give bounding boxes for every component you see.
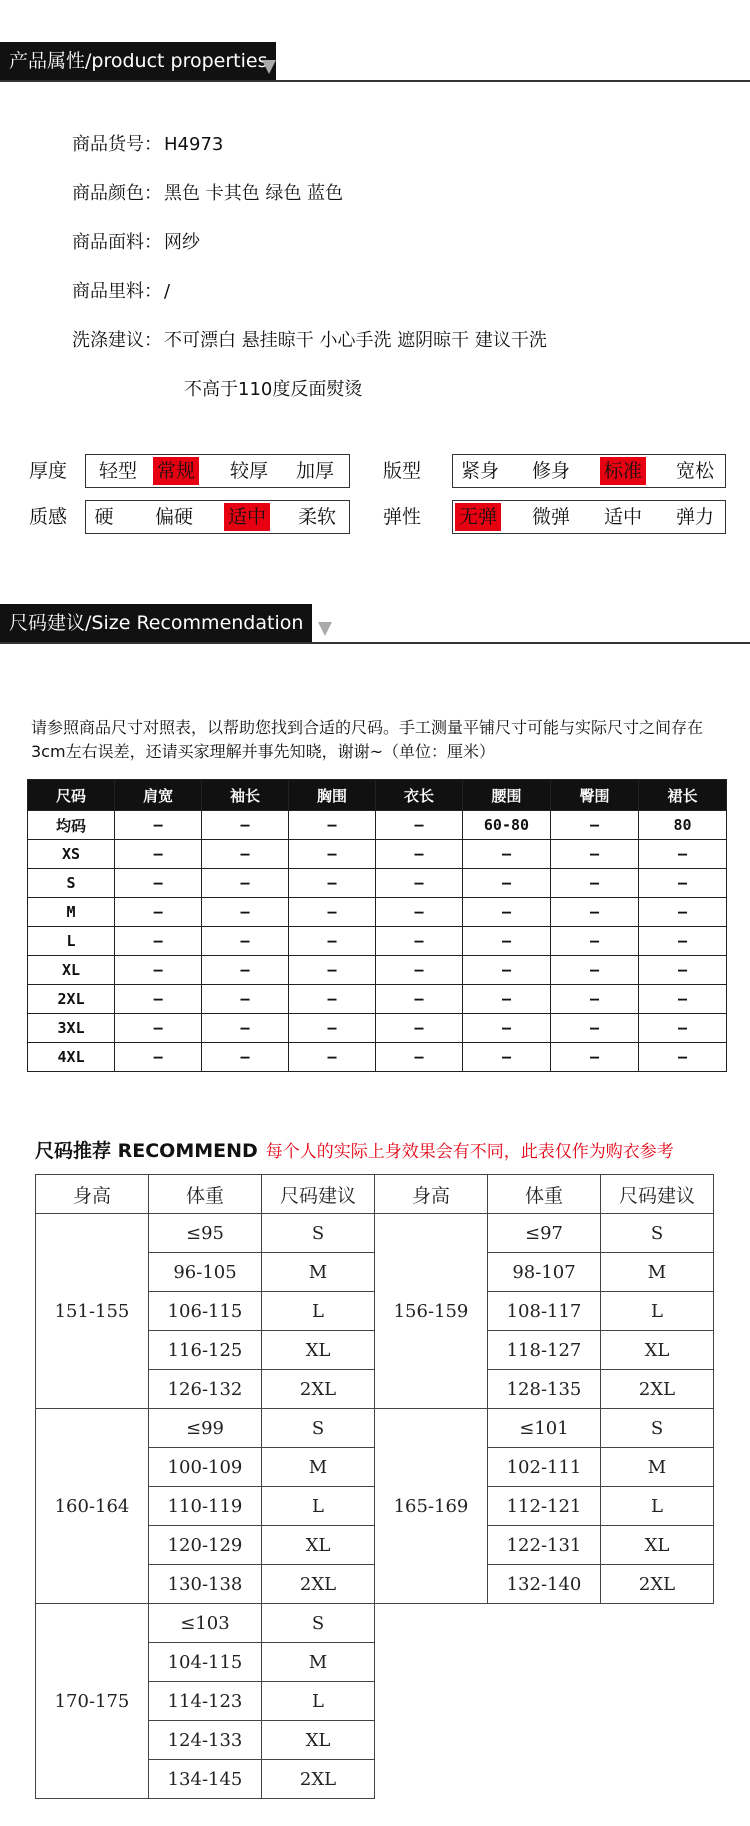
size-value-cell: — <box>375 898 462 927</box>
attr-option: 弹力 <box>675 506 714 528</box>
height-range-cell: 170-175 <box>36 1604 149 1799</box>
weight-cell: 100-109 <box>149 1448 262 1487</box>
size-value-cell: 60-80 <box>462 811 550 840</box>
size-label-cell: 2XL <box>28 985 115 1014</box>
attr-option-selected: 常规 <box>153 457 199 485</box>
property-value: / <box>164 281 171 302</box>
size-value-cell: — <box>551 811 639 840</box>
recommend-header-cell: 身高 <box>36 1175 149 1214</box>
weight-cell: 102-111 <box>488 1448 601 1487</box>
size-value-cell: — <box>202 985 289 1014</box>
size-value-cell: — <box>551 956 639 985</box>
section-title: 产品属性/product properties <box>0 42 276 80</box>
size-suggestion-cell: XL <box>262 1721 375 1760</box>
size-value-cell: — <box>375 956 462 985</box>
divider <box>0 642 750 644</box>
size-label-cell: S <box>28 869 115 898</box>
size-suggestion-cell: XL <box>262 1331 375 1370</box>
weight-cell: 114-123 <box>149 1682 262 1721</box>
attr-box-elasticity <box>452 500 726 534</box>
size-value-cell: — <box>202 1043 289 1072</box>
size-table-header: 袖长 <box>202 780 289 811</box>
weight-cell: 126-132 <box>149 1370 262 1409</box>
size-table-header: 腰围 <box>462 780 550 811</box>
size-note: 请参照商品尺寸对照表，以帮助您找到合适的尺码。手工测量平铺尺寸可能与实际尺寸之间存在3cm左右误差，还请买家理解并事先知晓，谢谢~（单位：厘米） <box>31 718 704 761</box>
property-row <box>72 279 170 305</box>
attr-option: 柔软 <box>297 506 336 528</box>
attr-box-thickness <box>85 454 350 488</box>
size-suggestion-cell: 2XL <box>601 1370 714 1409</box>
size-suggestion-cell: S <box>262 1604 375 1643</box>
attr-option: 修身 <box>531 460 570 482</box>
recommend-row <box>36 1604 714 1643</box>
size-suggestion-cell: M <box>262 1448 375 1487</box>
size-table-row <box>28 811 727 840</box>
weight-cell: 130-138 <box>149 1565 262 1604</box>
size-value-cell: — <box>202 927 289 956</box>
attr-label-elasticity: 弹性 <box>382 506 421 528</box>
size-suggestion-cell: L <box>262 1292 375 1331</box>
size-value-cell: — <box>202 898 289 927</box>
size-value-cell: — <box>375 840 462 869</box>
weight-cell: 106-115 <box>149 1292 262 1331</box>
size-table-header: 尺码 <box>28 780 115 811</box>
size-value-cell: — <box>115 869 202 898</box>
size-value-cell: — <box>638 985 726 1014</box>
weight-cell: 122-131 <box>488 1526 601 1565</box>
size-value-cell: — <box>462 1014 550 1043</box>
property-row <box>72 132 223 158</box>
property-key: 商品里料： <box>72 281 162 302</box>
size-label-cell: 3XL <box>28 1014 115 1043</box>
size-suggestion-cell: XL <box>601 1526 714 1565</box>
size-value-cell: — <box>289 840 376 869</box>
size-value-cell: — <box>462 840 550 869</box>
attr-option: 轻型 <box>98 460 137 482</box>
property-key: 商品货号： <box>72 134 162 155</box>
property-row <box>72 181 343 207</box>
attr-option: 偏硬 <box>154 506 193 528</box>
size-value-cell: — <box>638 1043 726 1072</box>
size-table <box>27 779 727 1072</box>
weight-cell: 132-140 <box>488 1565 601 1604</box>
height-range-cell: 151-155 <box>36 1214 149 1409</box>
size-table-row <box>28 985 727 1014</box>
recommend-subtitle: 每个人的实际上身效果会有不同，此表仅作为购衣参考 <box>265 1142 674 1162</box>
size-suggestion-cell: 2XL <box>262 1565 375 1604</box>
attr-option: 微弹 <box>531 506 570 528</box>
property-key: 洗涤建议： <box>72 330 162 351</box>
recommend-row <box>36 1409 714 1448</box>
empty-cell <box>601 1604 714 1799</box>
size-label-cell: XL <box>28 956 115 985</box>
section-header-properties <box>0 42 750 82</box>
size-label-cell: XS <box>28 840 115 869</box>
property-value: 网纱 <box>164 232 200 253</box>
property-key: 商品面料： <box>72 232 162 253</box>
attr-option: 较厚 <box>229 460 268 482</box>
size-value-cell: — <box>638 956 726 985</box>
attr-option: 宽松 <box>675 460 714 482</box>
attr-label-thickness: 厚度 <box>28 460 67 482</box>
size-suggestion-cell: XL <box>601 1331 714 1370</box>
size-value-cell: — <box>638 898 726 927</box>
size-value-cell: — <box>638 927 726 956</box>
recommend-header-cell: 体重 <box>488 1175 601 1214</box>
weight-cell: 120-129 <box>149 1526 262 1565</box>
size-value-cell: — <box>289 956 376 985</box>
weight-cell: 124-133 <box>149 1721 262 1760</box>
property-value: 不可漂白 悬挂晾干 小心手洗 遮阴晾干 建议干洗 <box>164 330 547 351</box>
size-table-row <box>28 1014 727 1043</box>
size-value-cell: — <box>551 1043 639 1072</box>
attr-option-selected: 适中 <box>224 503 270 531</box>
size-suggestion-cell: M <box>601 1448 714 1487</box>
size-value-cell: — <box>638 1014 726 1043</box>
recommend-header-cell: 身高 <box>375 1175 488 1214</box>
weight-cell: ≤103 <box>149 1604 262 1643</box>
size-table-header: 裙长 <box>638 780 726 811</box>
size-value-cell: — <box>375 1043 462 1072</box>
size-suggestion-cell: S <box>262 1214 375 1253</box>
size-value-cell: — <box>289 985 376 1014</box>
size-value-cell: — <box>551 840 639 869</box>
header-triangle-icon <box>318 622 332 636</box>
property-row <box>72 230 200 256</box>
size-value-cell: — <box>551 869 639 898</box>
attr-option-selected: 标准 <box>600 457 646 485</box>
size-table-row <box>28 927 727 956</box>
recommend-header-row <box>36 1175 714 1214</box>
height-range-cell: 160-164 <box>36 1409 149 1604</box>
size-suggestion-cell: XL <box>262 1526 375 1565</box>
size-suggestion-cell: 2XL <box>601 1565 714 1604</box>
size-suggestion-cell: L <box>262 1682 375 1721</box>
attr-option: 适中 <box>603 506 642 528</box>
size-suggestion-cell: L <box>601 1292 714 1331</box>
size-suggestion-cell: S <box>262 1409 375 1448</box>
size-value-cell: — <box>289 869 376 898</box>
weight-cell: 96-105 <box>149 1253 262 1292</box>
size-value-cell: — <box>115 1014 202 1043</box>
size-table-row <box>28 869 727 898</box>
size-value-cell: — <box>551 1014 639 1043</box>
height-range-cell: 156-159 <box>375 1214 488 1409</box>
weight-cell: ≤95 <box>149 1214 262 1253</box>
size-value-cell: — <box>115 811 202 840</box>
size-table-row <box>28 956 727 985</box>
size-value-cell: — <box>462 956 550 985</box>
size-label-cell: L <box>28 927 115 956</box>
recommend-row <box>36 1214 714 1253</box>
empty-cell <box>488 1604 601 1799</box>
size-suggestion-cell: L <box>262 1487 375 1526</box>
height-range-cell: 165-169 <box>375 1409 488 1604</box>
size-suggestion-cell: L <box>601 1487 714 1526</box>
size-table-row <box>28 1043 727 1072</box>
property-key: 商品颜色： <box>72 183 162 204</box>
size-suggestion-cell: M <box>601 1253 714 1292</box>
attr-option: 紧身 <box>460 460 499 482</box>
size-value-cell: — <box>638 840 726 869</box>
size-suggestion-cell: S <box>601 1409 714 1448</box>
attr-option: 硬 <box>94 506 114 528</box>
weight-cell: 128-135 <box>488 1370 601 1409</box>
size-value-cell: — <box>551 898 639 927</box>
property-value: 不高于110度反面熨烫 <box>184 379 363 400</box>
attr-label-texture: 质感 <box>28 506 67 528</box>
size-value-cell: — <box>375 811 462 840</box>
size-value-cell: — <box>289 811 376 840</box>
size-value-cell: — <box>638 869 726 898</box>
size-value-cell: — <box>375 869 462 898</box>
attr-option: 加厚 <box>295 460 334 482</box>
recommend-table <box>35 1174 714 1799</box>
recommend-title-row <box>35 1136 674 1163</box>
size-table-row <box>28 898 727 927</box>
size-value-cell: — <box>289 1043 376 1072</box>
weight-cell: ≤97 <box>488 1214 601 1253</box>
size-value-cell: — <box>462 898 550 927</box>
size-value-cell: — <box>115 898 202 927</box>
property-row <box>182 377 362 403</box>
size-suggestion-cell: 2XL <box>262 1370 375 1409</box>
recommend-header-cell: 尺码建议 <box>262 1175 375 1214</box>
weight-cell: ≤101 <box>488 1409 601 1448</box>
size-label-cell: 4XL <box>28 1043 115 1072</box>
property-row <box>72 328 547 354</box>
recommend-header-cell: 体重 <box>149 1175 262 1214</box>
empty-cell <box>375 1604 488 1799</box>
size-suggestion-cell: M <box>262 1643 375 1682</box>
size-value-cell: — <box>289 927 376 956</box>
weight-cell: 110-119 <box>149 1487 262 1526</box>
size-value-cell: — <box>115 985 202 1014</box>
weight-cell: 104-115 <box>149 1643 262 1682</box>
size-suggestion-cell: S <box>601 1214 714 1253</box>
size-value-cell: — <box>202 811 289 840</box>
attr-box-fit <box>452 454 726 488</box>
weight-cell: 118-127 <box>488 1331 601 1370</box>
weight-cell: 112-121 <box>488 1487 601 1526</box>
size-value-cell: — <box>115 927 202 956</box>
size-value-cell: — <box>462 985 550 1014</box>
size-table-row <box>28 840 727 869</box>
size-value-cell: — <box>375 927 462 956</box>
size-suggestion-cell: M <box>262 1253 375 1292</box>
size-suggestion-cell: 2XL <box>262 1760 375 1799</box>
size-value-cell: — <box>115 840 202 869</box>
weight-cell: 134-145 <box>149 1760 262 1799</box>
size-table-header: 胸围 <box>289 780 376 811</box>
size-value-cell: — <box>202 869 289 898</box>
attr-label-fit: 版型 <box>382 460 421 482</box>
recommend-title: 尺码推荐 RECOMMEND <box>35 1140 258 1162</box>
size-value-cell: — <box>202 1014 289 1043</box>
size-value-cell: — <box>202 840 289 869</box>
header-triangle-icon <box>262 60 276 74</box>
size-label-cell: 均码 <box>28 811 115 840</box>
size-value-cell: — <box>462 1043 550 1072</box>
weight-cell: 116-125 <box>149 1331 262 1370</box>
size-value-cell: 80 <box>638 811 726 840</box>
section-title: 尺码建议/Size Recommendation <box>0 604 312 642</box>
attr-option-selected: 无弹 <box>455 503 501 531</box>
size-value-cell: — <box>551 985 639 1014</box>
size-table-header: 衣长 <box>375 780 462 811</box>
size-table-header: 肩宽 <box>115 780 202 811</box>
attr-box-texture <box>85 500 350 534</box>
size-value-cell: — <box>202 956 289 985</box>
property-value: H4973 <box>164 134 224 155</box>
size-value-cell: — <box>462 869 550 898</box>
weight-cell: 108-117 <box>488 1292 601 1331</box>
size-value-cell: — <box>115 956 202 985</box>
section-header-size <box>0 604 750 644</box>
size-value-cell: — <box>375 1014 462 1043</box>
weight-cell: 98-107 <box>488 1253 601 1292</box>
recommend-header-cell: 尺码建议 <box>601 1175 714 1214</box>
size-value-cell: — <box>375 985 462 1014</box>
size-label-cell: M <box>28 898 115 927</box>
size-value-cell: — <box>115 1043 202 1072</box>
size-value-cell: — <box>462 927 550 956</box>
size-value-cell: — <box>551 927 639 956</box>
size-value-cell: — <box>289 1014 376 1043</box>
weight-cell: ≤99 <box>149 1409 262 1448</box>
property-value: 黑色 卡其色 绿色 蓝色 <box>164 183 344 204</box>
size-table-header: 臀围 <box>551 780 639 811</box>
divider <box>0 80 750 82</box>
size-value-cell: — <box>289 898 376 927</box>
